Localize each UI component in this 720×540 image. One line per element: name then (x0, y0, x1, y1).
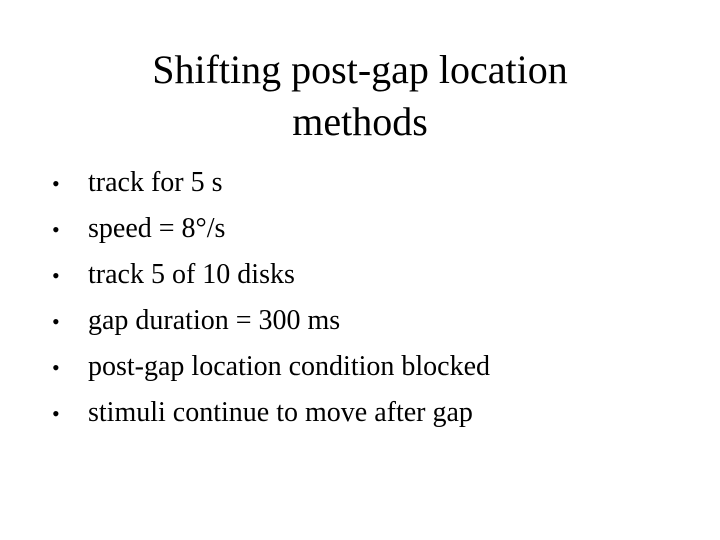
bullet-text: track 5 of 10 disks (88, 259, 295, 290)
bullet-text: post-gap location condition blocked (88, 351, 491, 382)
bullet-item (52, 344, 490, 390)
bullet-item (52, 390, 490, 436)
bullet-item (52, 206, 490, 252)
bullet-text: speed = 8°/s (88, 213, 226, 244)
bullet-item (52, 298, 490, 344)
bullet-text: gap duration = 300 ms (88, 305, 341, 336)
bullet-dot-icon: • (52, 355, 60, 380)
bullet-dot-icon: • (52, 401, 60, 426)
title-line-2: methods (292, 99, 428, 144)
bullet-item (52, 160, 490, 206)
bullet-dot-icon: • (52, 171, 60, 196)
bullet-item (52, 252, 490, 298)
bullet-dot-icon: • (52, 263, 60, 288)
bullet-dot-icon: • (52, 217, 60, 242)
bullet-dot-icon: • (52, 309, 60, 334)
slide-title (0, 44, 720, 148)
bullet-text: track for 5 s (88, 167, 223, 198)
bullet-list (52, 160, 490, 436)
title-line-1: Shifting post-gap location (152, 47, 568, 92)
bullet-text: stimuli continue to move after gap (88, 397, 473, 428)
